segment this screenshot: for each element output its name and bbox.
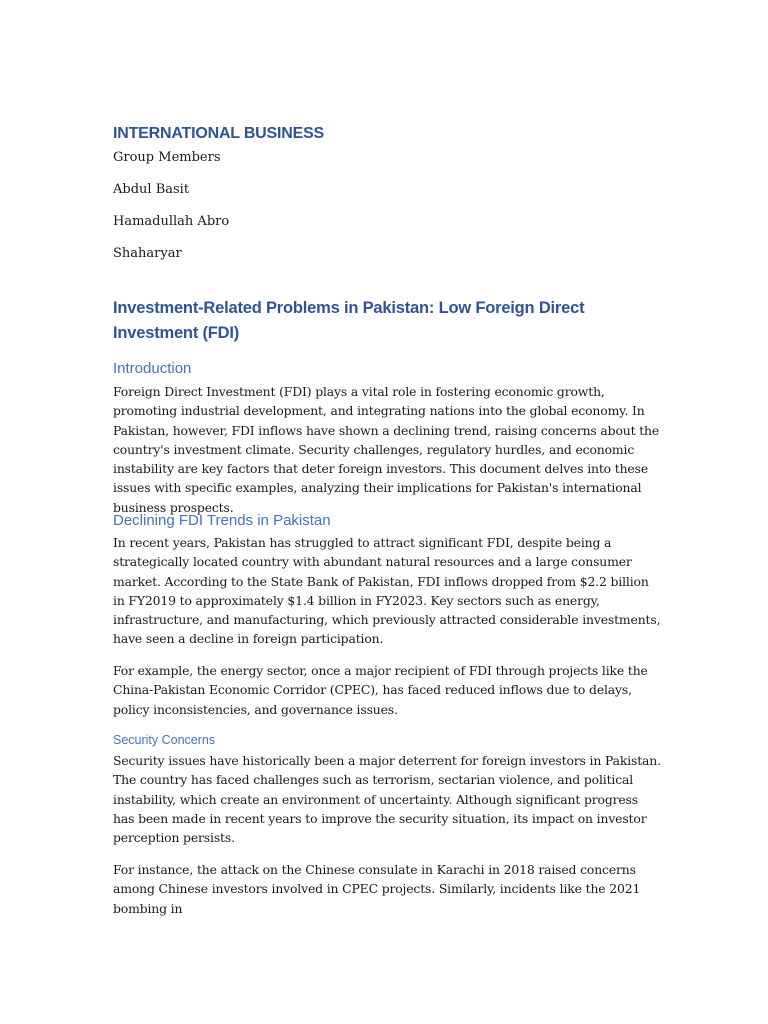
section-heading-declining-fdi: Declining FDI Trends in Pakistan <box>113 512 331 529</box>
paragraph-security-1: Security issues have historically been a major deterrent for foreign investors in Pakistan. The country has faced challenges such as terrorism, sectarian violence, and political instability, which create an environment of uncertainty. Although significant progress has been made in recent years to improve the security situation, its impact on investor perception persists. <box>113 753 661 846</box>
member-name: Hamadullah Abro <box>113 214 230 229</box>
document-title: INTERNATIONAL BUSINESS <box>113 125 325 142</box>
member-name: Shaharyar <box>113 246 182 261</box>
paragraph-declining-fdi-1: In recent years, Pakistan has struggled to attract significant FDI, despite being a strategically located country with abundant natural resources and a large consumer market. According to the State Bank of Pakistan, FDI inflows dropped from $2.2 billion in FY2019 to approximately $1.4 billion in FY2023. Key sectors such as energy, infrastructure, and manufacturing, which previously attracted considerable investments, have seen a decline in foreign participation. <box>113 535 661 647</box>
member-name: Abdul Basit <box>113 182 190 197</box>
subsection-heading-security: Security Concerns <box>113 733 216 747</box>
paragraph-declining-fdi-2: For example, the energy sector, once a major recipient of FDI through projects like the China-Pakistan Economic Corridor (CPEC), has faced reduced inflows due to delays, policy inconsistencies, and governance issues. <box>113 663 648 717</box>
paragraph-introduction: Foreign Direct Investment (FDI) plays a vital role in fostering economic growth, promoting industrial development, and integrating nations into the global economy. In Pakistan, however, FDI inflows have shown a declining trend, raising concerns about the country's investment climate. Security challenges, regulatory hurdles, and economic instability are key factors that deter foreign investors. This document delves into these issues with specific examples, analyzing their implications for Pakistan's international business prospects. <box>113 384 660 515</box>
section-heading-introduction: Introduction <box>113 360 192 377</box>
main-heading: Investment-Related Problems in Pakistan: Low Foreign Direct Investment (FDI) <box>113 299 585 342</box>
group-members-label: Group Members <box>113 150 221 165</box>
paragraph-security-2: For instance, the attack on the Chinese consulate in Karachi in 2018 raised concerns among Chinese investors involved in CPEC projects. Similarly, incidents like the 2021 bombing in <box>113 862 641 916</box>
